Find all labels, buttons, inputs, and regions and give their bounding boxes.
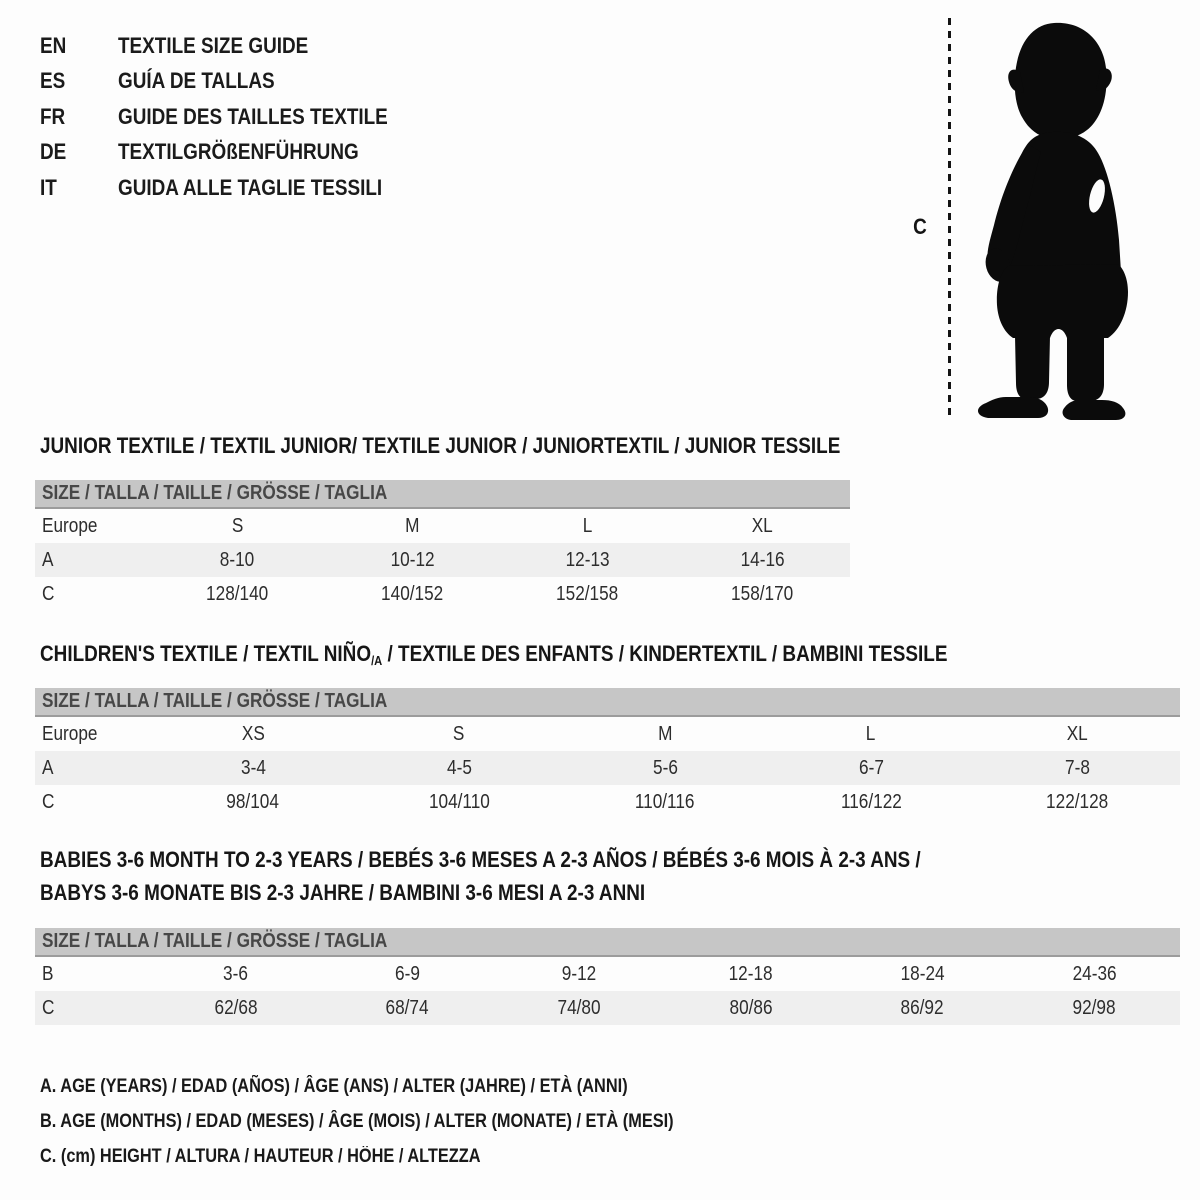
legend-block [40, 1069, 777, 1174]
height-value: 98/104 [226, 790, 280, 813]
size-header-bar [35, 480, 850, 509]
language-code: EN [40, 32, 67, 58]
height-value: 158/170 [731, 582, 794, 605]
age-value: 6-7 [858, 756, 884, 779]
size-value: S [231, 514, 244, 537]
babies-section-title: BABIES 3-6 MONTH TO 2-3 YEARS / BEBÉS 3-6 MESES A 2-3 AÑOS / BÉBÉS 3-6 MOIS À 2-3 ANS / BABYS 3-6 MONATE BIS 2-3 JAHRE / BAMBINI 3-6 MESI A 2-3 ANNI [40, 847, 921, 905]
size-header-bar [35, 688, 1180, 717]
language-code: DE [40, 139, 67, 165]
language-row [40, 170, 432, 206]
height-value: 152/158 [556, 582, 619, 605]
row-label: C [42, 996, 55, 1019]
toddler-silhouette-image [968, 20, 1138, 420]
language-code: FR [40, 103, 66, 129]
height-value: 86/92 [900, 996, 945, 1019]
language-title: TEXTILGRÖßENFÜHRUNG [118, 139, 359, 165]
language-code: ES [40, 68, 66, 94]
table-row [35, 991, 1180, 1025]
age-months-value: 12-18 [728, 962, 773, 985]
row-label: Europe [42, 722, 98, 745]
row-label: A [42, 548, 54, 571]
nino-a-subscript: /A [371, 653, 383, 668]
row-label: B [42, 962, 54, 985]
table-row [35, 509, 850, 543]
table-row [35, 785, 1180, 819]
table-row [35, 751, 1180, 785]
babies-size-table [35, 928, 1180, 1025]
language-title: GUIDA ALLE TAGLIE TESSILI [118, 174, 383, 200]
size-header-bar [35, 928, 1180, 957]
size-value: XL [1066, 722, 1088, 745]
height-value: 80/86 [729, 996, 773, 1019]
row-label: Europe [42, 514, 98, 537]
size-value: L [582, 514, 593, 537]
table-row [35, 717, 1180, 751]
language-row [40, 135, 432, 171]
age-months-value: 18-24 [900, 962, 945, 985]
height-marker-dashed-line [948, 18, 951, 418]
language-title: GUIDE DES TAILLES TEXTILE [118, 103, 388, 129]
junior-section-title: JUNIOR TEXTILE / TEXTIL JUNIOR/ TEXTILE JUNIOR / JUNIORTEXTIL / JUNIOR TESSILE [40, 433, 841, 458]
age-value: 12-13 [565, 548, 610, 571]
legend-line-a: A. AGE (YEARS) / EDAD (AÑOS) / ÂGE (ANS) / ALTER (JAHRE) / ETÀ (ANNI) [40, 1075, 628, 1097]
table-row [35, 543, 850, 577]
age-value: 3-4 [240, 756, 266, 779]
language-title: GUÍA DE TALLAS [118, 68, 275, 94]
height-value: 128/140 [206, 582, 269, 605]
age-value: 14-16 [740, 548, 785, 571]
height-value: 104/110 [428, 790, 490, 813]
language-code: IT [40, 174, 57, 200]
age-months-value: 24-36 [1072, 962, 1117, 985]
age-value: 8-10 [220, 548, 255, 571]
height-value: 116/122 [840, 790, 902, 813]
children-section-title: CHILDREN'S TEXTILE / TEXTIL NIÑO/A / TEXTILE DES ENFANTS / KINDERTEXTIL / BAMBINI TESSILE [40, 641, 948, 668]
row-label: C [42, 790, 55, 813]
age-value: 5-6 [652, 756, 678, 779]
height-value: 110/116 [635, 790, 695, 813]
age-months-value: 6-9 [395, 962, 420, 985]
language-title-block [40, 28, 432, 206]
size-value: S [453, 722, 465, 745]
junior-size-table [35, 480, 850, 611]
row-label: A [42, 756, 54, 779]
height-value: 74/80 [557, 996, 601, 1019]
language-title: TEXTILE SIZE GUIDE [118, 32, 309, 58]
size-value: L [866, 722, 876, 745]
size-header-label: SIZE / TALLA / TAILLE / GRÖSSE / TAGLIA [42, 690, 388, 712]
height-marker-label: C [913, 214, 927, 239]
height-value: 122/128 [1045, 790, 1109, 813]
row-label: C [42, 582, 55, 605]
age-months-value: 3-6 [223, 962, 249, 985]
legend-line-b: B. AGE (MONTHS) / EDAD (MESES) / ÂGE (MOIS) / ALTER (MONATE) / ETÀ (MESI) [40, 1110, 674, 1132]
height-value: 68/74 [385, 996, 430, 1019]
height-value: 140/152 [381, 582, 444, 605]
size-value: XL [751, 514, 774, 537]
age-value: 4-5 [446, 756, 472, 779]
table-row [35, 577, 850, 611]
height-value: 92/98 [1072, 996, 1116, 1019]
children-size-table [35, 688, 1180, 819]
age-months-value: 9-12 [561, 962, 597, 985]
size-value: XS [241, 722, 265, 745]
age-value: 10-12 [390, 548, 435, 571]
language-row [40, 28, 432, 64]
table-row [35, 957, 1180, 991]
size-value: M [405, 514, 420, 537]
size-header-label: SIZE / TALLA / TAILLE / GRÖSSE / TAGLIA [42, 930, 388, 952]
legend-line-c: C. (cm) HEIGHT / ALTURA / HAUTEUR / HÖHE / ALTEZZA [40, 1145, 481, 1167]
size-header-label: SIZE / TALLA / TAILLE / GRÖSSE / TAGLIA [42, 482, 388, 504]
language-row [40, 99, 432, 135]
height-value: 62/68 [214, 996, 258, 1019]
language-row [40, 64, 432, 100]
age-value: 7-8 [1064, 756, 1090, 779]
size-value: M [657, 722, 673, 745]
